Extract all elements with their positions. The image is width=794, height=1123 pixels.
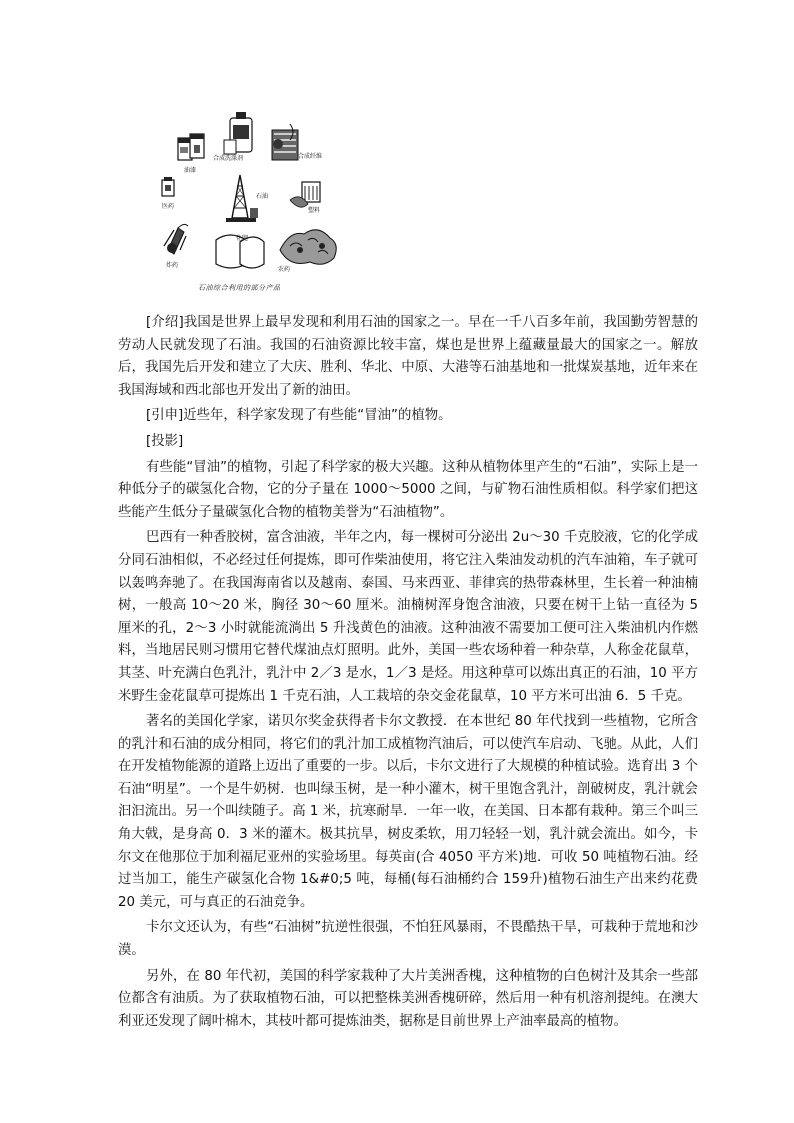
medicine-illustration (162, 177, 174, 196)
petroleum-products-figure (150, 100, 365, 300)
pesticide-plants-illustration (280, 230, 336, 264)
paragraph-calvin: 著名的美国化学家，诺贝尔奖金获得者卡尔文教授．在本世纪 80 年代找到一些植物，它所含的乳汁和石油的成分相同，将它们的乳汁加工成植物汽油后，可以使汽车启动、飞驰。从此，人们在开发植物能源的道路上迈出了重要的一步。以后，卡尔文进行了大规模的种植试验。选育出 3 个石油“明星”。一个是牛奶树．也叫绿玉树，是一种小灌木，树干里饱含乳汁，剖破树皮，乳汁就会汩汩流出。另一个叫续随子。高 1 米，抗寒耐旱．一年一收，在美国、日本都有栽种。第三个叫三角大戟，是身高 0．3 米的灌木。极其抗旱，树皮柔软，用刀轻轻一划，乳汁就会流出。如今，卡尔文在他那位于加利福尼亚州的实验场里。每英亩(合 4050 平方米)地．可收 50 吨植物石油。经过当加工，能生产碳氢化合物 1&#0;5 吨，每桶(每石油桶约合 159升)植物石油生产出来约花费 20 美元，可与真正的石油竞争。 (118, 714, 698, 910)
paragraph-brazil-trees: 巴西有一种香胶树，富含油液，半年之内，每一棵树可分泌出 2u～30 千克胶液，它的化学成分同石油相似，不必经过任何提炼，即可作柴油使用，将它注入柴油发动机的汽车油箱，车子就可以轰鸣奔驰了。在我国海南省以及越南、泰国、马来西亚、菲律宾的热带森林里，生长着一种油楠树，一般高 10～20 米，胸径 30～60 厘米。油楠树浑身饱含油液，只要在树干上钻一直径为 5 厘米的孔，2～3 小时就能流淌出 5 升浅黄色的油液。这种油液不需要加工便可注入柴油机内作燃料，当地居民则习惯用它替代煤油点灯照明。此外，美国一些农场种着一种杂草，人称金花鼠草，其茎、叶充满白色乳汁，乳汁中 2／3 是水，1／3 是烃。用这种草可以炼出真正的石油，10 平方米野生金花鼠草可提炼出 1 千克石油，人工栽培的杂交金花鼠草，10 平方米可出油 6．5 千克。 (118, 530, 698, 704)
oil-derrick-illustration (226, 175, 258, 222)
paragraph-oil-plants: 有些能“冒油”的植物，引起了科学家的极大兴趣。这种从植物体里产生的“石油”，实际上是一种低分子的碳氢化合物，它的分子量在 1000～5000 之间，与矿物石油性质相似。科学家们把这些能产生低分子量碳氢化合物的植物美誉为“石油植物”。 (118, 459, 698, 520)
label-detergent: 合成洗涤剂 (213, 155, 244, 162)
paragraph-oil-trees: 卡尔文还认为，有些“石油树”抗逆性很强，不怕狂风暴雨，不畏酷热干旱，可栽种于荒地和沙漠。 (118, 920, 698, 959)
paragraph-other-plants: 另外，在 80 年代初，美国的科学家栽种了大片美洲香槐，这种植物的白色树汁及其余一些部位都含有油质。为了获取植物石油，可以把整株美洲香槐研碎，然后用一种有机溶剂提纯。在澳大利亚还发现了阔叶棉木，其枝叶都可提炼油类，据称是目前世界上产油率最高的植物。 (118, 968, 698, 1029)
label-plastics: 塑料 (308, 207, 321, 214)
paint-cans-illustration (178, 134, 204, 160)
label-fertilizer: 化肥 (236, 235, 249, 242)
label-paint: 油漆 (184, 167, 197, 174)
paragraph-introduction: [介绍]我国是世界上最早发现和利用石油的国家之一。早在一千八百多年前，我国勤劳智慧的劳动人民就发现了石油。我国的石油资源比较丰富，煤也是世界上蕴藏量最大的国家之一。解放后，我国先后开发和建立了大庆、胜利、华北、中原、大港等石油基地和一批煤炭基地，近年来在我国海域和西北部也开发出了新的油田。 (118, 315, 698, 398)
synthetic-fiber-illustration (272, 124, 298, 160)
figure-caption: 石油综合利用的部分产品 (198, 284, 281, 292)
detergent-bottle-illustration (224, 112, 252, 154)
paragraph-extension: [引申]近些年，科学家发现了有些能“冒油”的植物。 (146, 408, 452, 424)
label-petroleum: 石油 (256, 193, 269, 200)
plastics-illustration (290, 182, 320, 207)
label-pesticide: 农药 (278, 266, 291, 273)
label-explosives: 炸药 (166, 262, 179, 269)
label-medicine: 医药 (162, 203, 175, 210)
paragraph-projection-label: [投影] (146, 433, 184, 449)
article-body (118, 312, 698, 1036)
label-fiber: 合成纤维 (298, 153, 323, 160)
explosives-illustration (164, 224, 188, 254)
